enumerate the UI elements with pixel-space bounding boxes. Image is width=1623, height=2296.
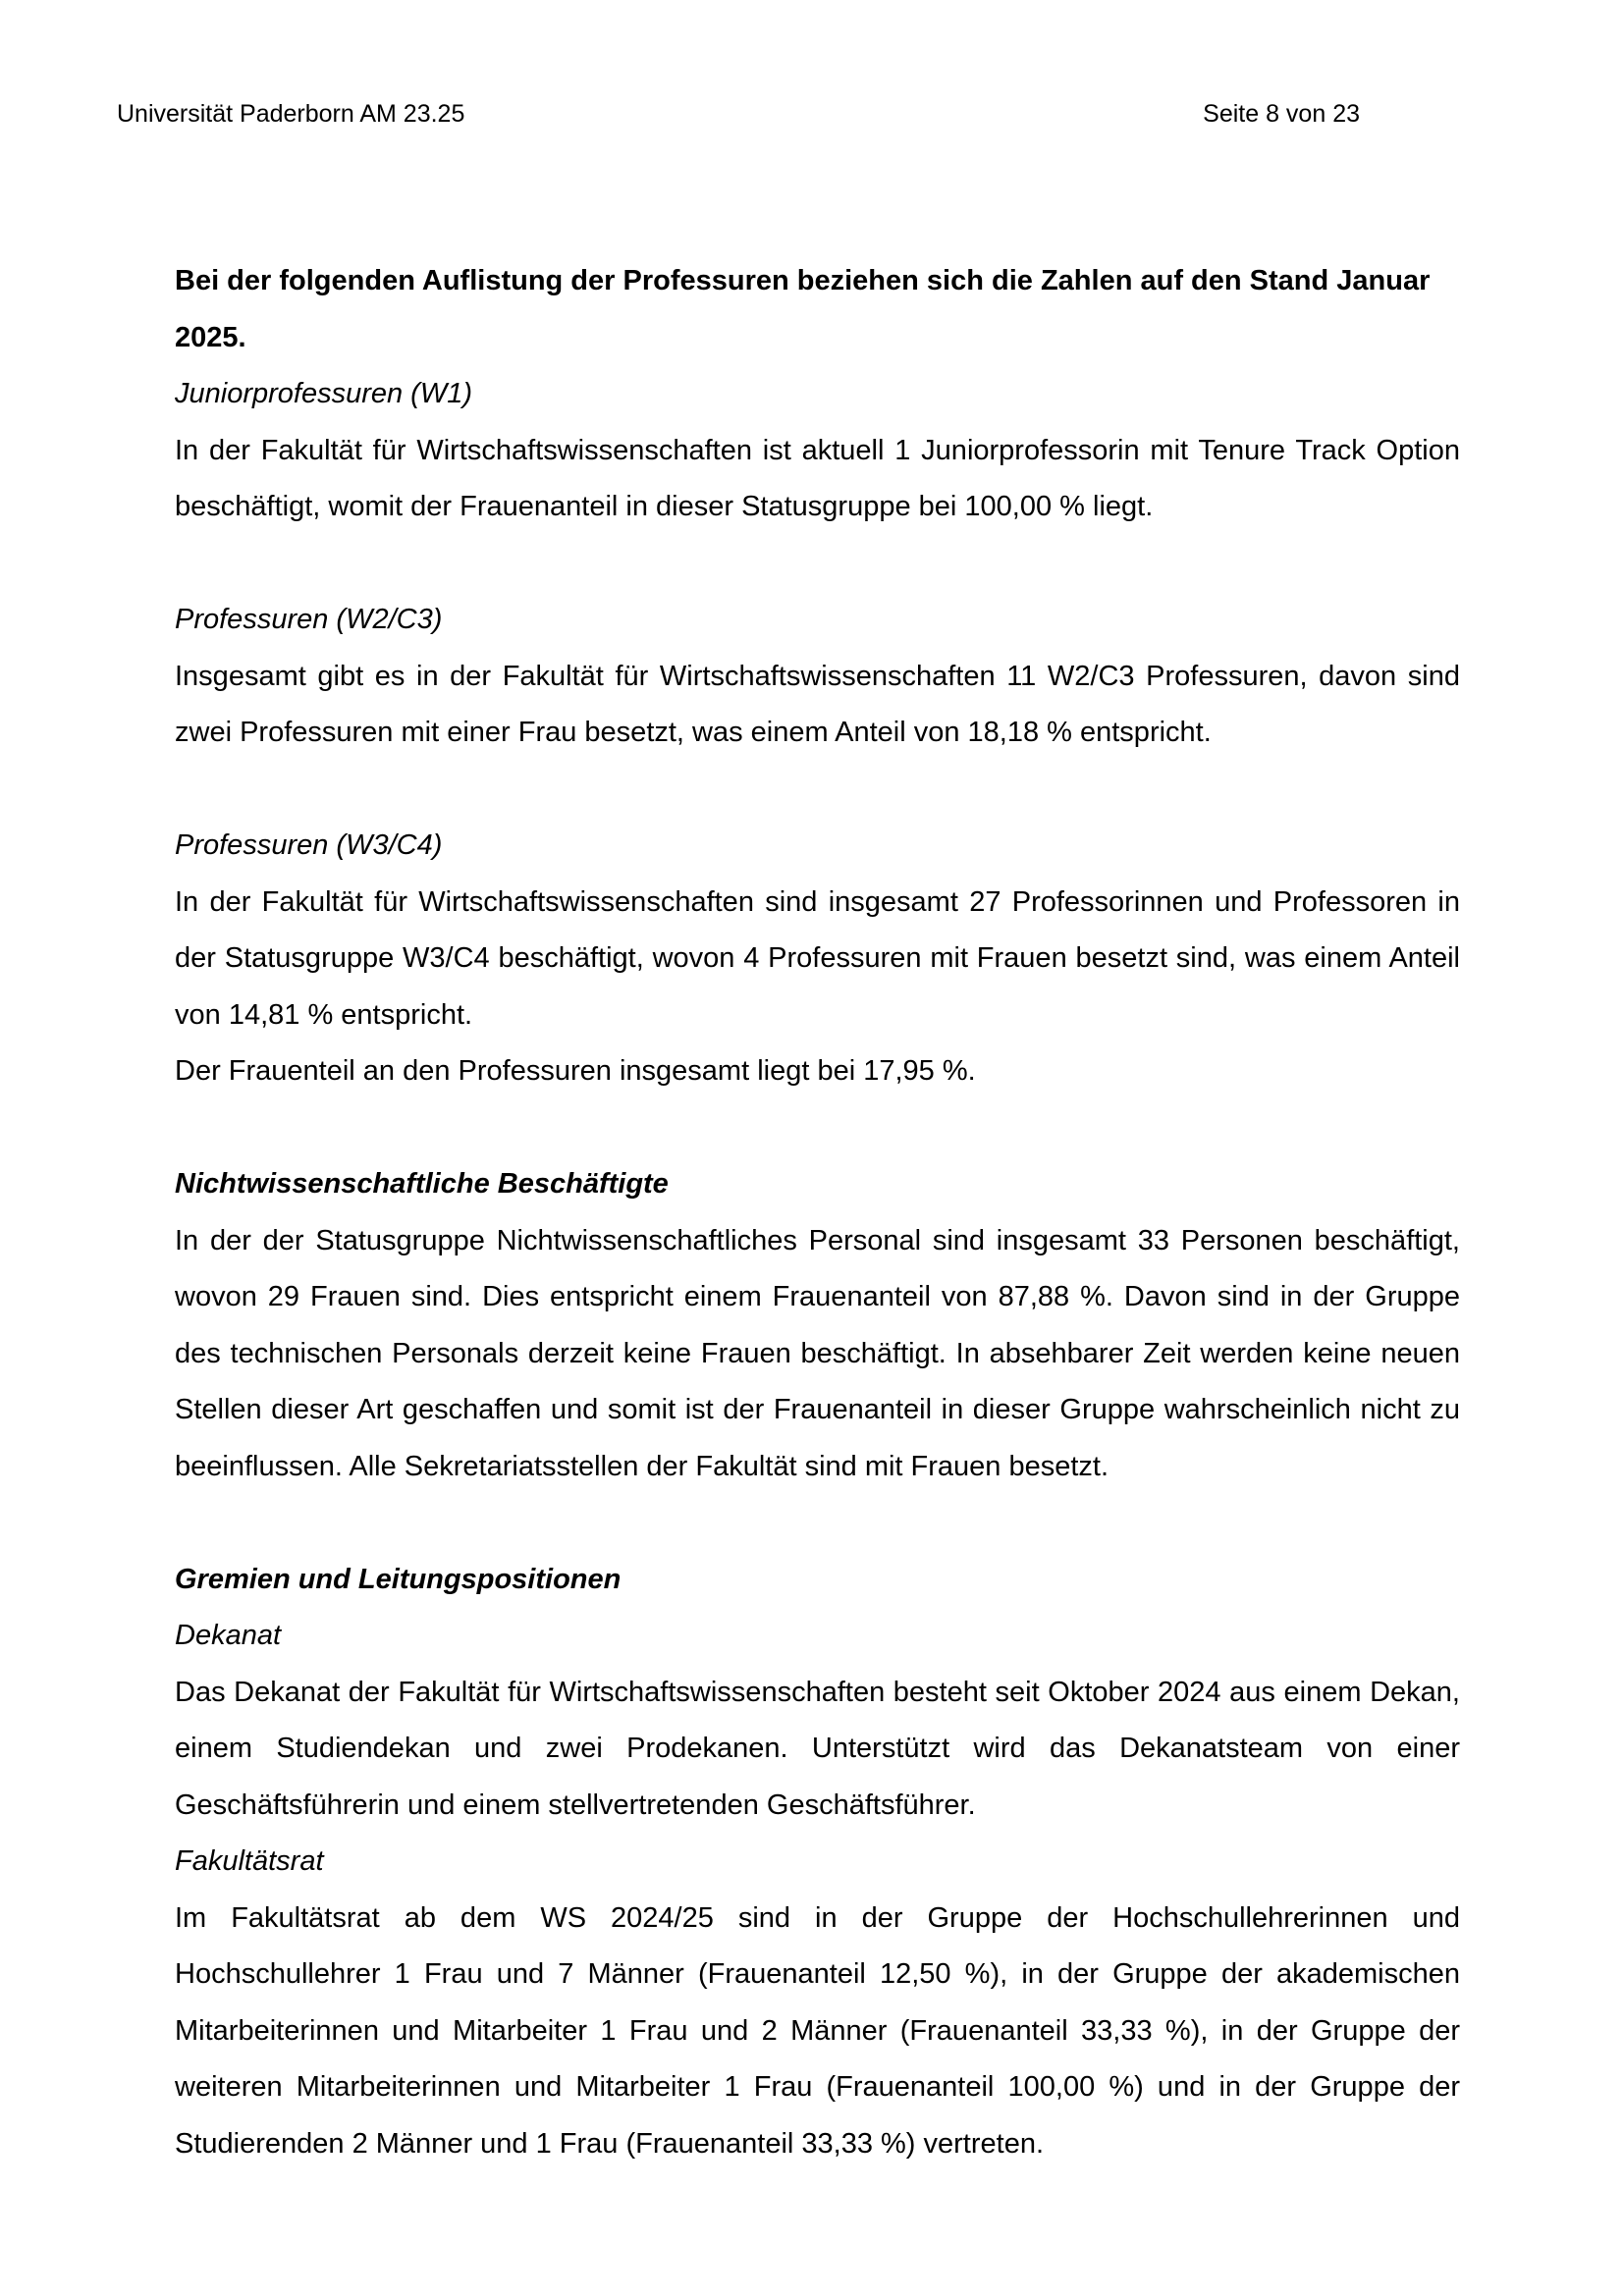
paragraph-total-share: Der Frauenteil an den Professuren insgesamt liegt bei 17,95 %. [175,1055,976,1087]
paragraph-w3c4: In der Fakultät für Wirtschaftswissenschaften sind insgesamt 27 Professorinnen und Professoren in der Statusgruppe W3/C4 beschäftigt, wovon 4 Professuren mit Frauen besetzt sind, was einem Anteil von 14,81 % entspricht. [175,885,1460,1031]
intro-statement: Bei der folgenden Auflistung der Professuren beziehen sich die Zahlen auf den Stand Januar 2025. [175,265,1431,353]
document-body [175,253,1460,2172]
paragraph-nichtwiss: In der der Statusgruppe Nichtwissenschaftliches Personal sind insgesamt 33 Personen beschäftigt, wovon 29 Frauen sind. Dies entspricht einem Frauenanteil von 87,88 %. Davon sind in der Gruppe des technischen Personals derzeit keine Frauen beschäftigt. In absehbarer Zeit werden keine neuen Stellen dieser Art geschaffen und somit ist der Frauenanteil in dieser Gruppe wahrscheinlich nicht zu beeinflussen. Alle Sekretariatsstellen der Fakultät sind mit Frauen besetzt. [175,1224,1460,1482]
section-heading-nichtwiss: Nichtwissenschaftliche Beschäftigte [175,1168,669,1200]
header-document-title: Universität Paderborn AM 23.25 [117,100,465,128]
section-heading-gremien: Gremien und Leitungspositionen [175,1563,622,1595]
spacer [175,762,1460,819]
spacer [175,536,1460,593]
subheading-fakultaetsrat: Fakultätsrat [175,1845,324,1877]
paragraph-w2c3: Insgesamt gibt es in der Fakultät für Wirtschaftswissenschaften 11 W2/C3 Professuren, davon sind zwei Professuren mit einer Frau besetzt, was einem Anteil von 18,18 % entspricht. [175,660,1460,748]
subheading-dekanat: Dekanat [175,1620,282,1651]
spacer [175,1100,1460,1157]
paragraph-fakultaetsrat: Im Fakultätsrat ab dem WS 2024/25 sind in der Gruppe der Hochschullehrerinnen und Hochschullehrer 1 Frau und 7 Männer (Frauenanteil 12,50 %), in der Gruppe der akademischen Mitarbeiterinnen und Mitarbeiter 1 Frau und 2 Männer (Frauenanteil 33,33 %), in der Gruppe der weiteren Mitarbeiterinnen und Mitarbeiter 1 Frau (Frauenanteil 100,00 %) und in der Gruppe der Studierenden 2 Männer und 1 Frau (Frauenanteil 33,33 %) vertreten. [175,1901,1460,2160]
subheading-w3c4: Professuren (W3/C4) [175,829,443,861]
spacer [175,1495,1460,1552]
paragraph-w1: In der Fakultät für Wirtschaftswissenschaften ist aktuell 1 Juniorprofessorin mit Tenure Track Option beschäftigt, womit der Frauenanteil in dieser Statusgruppe bei 100,00 % liegt. [175,434,1460,522]
paragraph-dekanat: Das Dekanat der Fakultät für Wirtschaftswissenschaften besteht seit Oktober 2024 aus einem Dekan, einem Studiendekan und zwei Prodekanen. Unterstützt wird das Dekanatsteam von einer Geschäftsführerin und einem stellvertretenden Geschäftsführer. [175,1676,1460,1821]
subheading-w1: Juniorprofessuren (W1) [175,378,472,409]
header-page-number: Seite 8 von 23 [1203,100,1360,128]
subheading-w2c3: Professuren (W2/C3) [175,604,443,635]
